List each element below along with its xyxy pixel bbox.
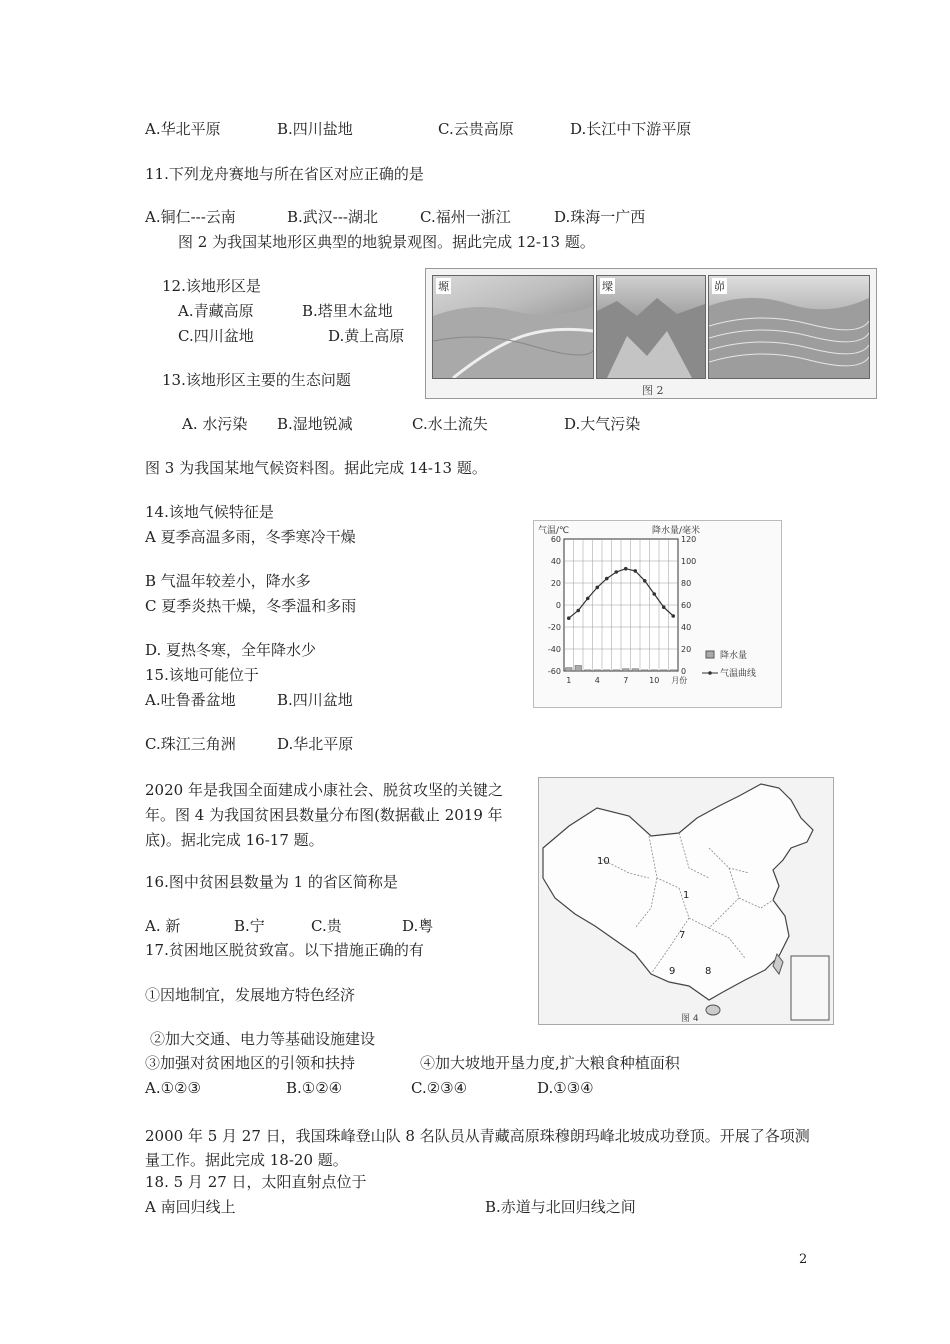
map-number-10: 10 — [597, 856, 610, 867]
map-number-7: 7 — [679, 930, 686, 941]
x-tick-label: 1 — [566, 676, 572, 685]
precip-bar — [613, 670, 620, 671]
left-tick-label: 0 — [555, 601, 561, 610]
figure-4-caption: 图 4 — [681, 1014, 699, 1024]
temperature-point — [567, 616, 571, 620]
temperature-point — [671, 614, 675, 618]
left-tick-label: 20 — [550, 579, 561, 588]
left-tick-label: -40 — [547, 645, 561, 654]
right-tick-label: 100 — [681, 557, 697, 566]
x-tick-label: 7 — [623, 676, 629, 685]
photo-2-label: 墚 — [602, 280, 613, 293]
photo-3-terrain — [709, 276, 869, 378]
q17-option-b: B.①②④ — [286, 1079, 343, 1097]
x-tick-label: 10 — [649, 676, 660, 685]
page-number: 2 — [799, 1252, 808, 1267]
fig2-intro: 图 2 为我国某地形区典型的地貌景观图。据此完成 12-13 题。 — [178, 233, 595, 251]
q10-option-c: C.云贵高原 — [438, 120, 514, 138]
q16-option-d: D.粤 — [402, 917, 434, 935]
q17-item-1: ①因地制宜，发展地方特色经济 — [145, 986, 356, 1004]
q16-option-c: C.贵 — [311, 917, 342, 935]
q12-option-a: A.青藏高原 — [178, 302, 254, 320]
precip-bar — [651, 670, 658, 671]
legend-bar-swatch — [706, 651, 714, 658]
q17-item-4: ④加大坡地开垦力度,扩大粮食种植面积 — [420, 1054, 680, 1072]
q16-option-b: B.宁 — [234, 917, 265, 935]
left-tick-label: 60 — [550, 535, 561, 544]
x-tick-label: 月份 — [671, 676, 688, 685]
q15-option-a: A.吐鲁番盆地 — [145, 691, 236, 709]
left-tick-label: -60 — [547, 667, 561, 676]
temperature-point — [576, 609, 580, 613]
map-number-8: 8 — [705, 966, 712, 977]
q13-option-c: C.水土流失 — [412, 415, 488, 433]
q13-option-a: A. 水污染 — [182, 415, 248, 433]
temperature-point — [662, 605, 666, 609]
precip-bar — [670, 670, 677, 671]
precip-bar — [566, 668, 573, 671]
precip-bar — [585, 670, 592, 671]
q14-stem: 14.该地气候特征是 — [145, 503, 274, 521]
map-number-1: 1 — [683, 890, 690, 901]
right-axis-title: 降水量/毫米 — [652, 526, 701, 536]
precip-bar — [632, 669, 639, 671]
left-axis-title: 气温/℃ — [538, 526, 570, 536]
q10-option-d: D.长江中下游平原 — [570, 120, 692, 138]
q12-option-d: D.黄上高原 — [328, 327, 405, 345]
q12-option-c: C.四川盆地 — [178, 327, 254, 345]
q17-stem: 17.贫困地区脱贫致富。以下措施正确的有 — [145, 941, 424, 959]
landscape-photo-2 — [596, 275, 706, 379]
q11-stem: 11.下列龙舟赛地与所在省区对应正确的是 — [145, 165, 424, 183]
photo-1-label: 塬 — [438, 280, 449, 293]
precip-bar — [604, 670, 611, 671]
q16-stem: 16.图中贫困县数量为 1 的省区简称是 — [145, 873, 398, 891]
temperature-point — [595, 586, 599, 590]
south-china-sea-inset — [791, 956, 829, 1020]
precip-bar — [642, 670, 649, 671]
temperature-point — [586, 597, 590, 601]
precip-bar — [575, 666, 582, 672]
q14-option-d: D. 夏热冬寒，全年降水少 — [145, 641, 317, 659]
precip-bar — [661, 670, 668, 671]
temperature-point — [633, 569, 637, 573]
q18-option-a: A 南回归线上 — [145, 1198, 236, 1216]
china-map-svg — [539, 778, 833, 1024]
q12-option-b: B.塔里木盆地 — [302, 302, 393, 320]
right-tick-label: 40 — [681, 623, 692, 632]
q12-stem: 12.该地形区是 — [162, 277, 261, 295]
q17-option-a: A.①②③ — [145, 1079, 201, 1097]
climate-chart-svg — [534, 521, 781, 707]
legend-temp-label: 气温曲线 — [720, 669, 757, 679]
photo-1-terrain — [433, 276, 593, 378]
q13-stem: 13.该地形区主要的生态问题 — [162, 371, 351, 389]
q15-option-b: B.四川盆地 — [277, 691, 353, 709]
temperature-point — [652, 592, 656, 596]
legend-precip-label: 降水量 — [720, 651, 748, 661]
temperature-point — [643, 579, 647, 583]
q13-option-b: B.湿地锐减 — [277, 415, 353, 433]
temperature-point — [624, 567, 628, 571]
fig4-intro: 2020 年是我国全面建成小康社会、脱贫攻坚的关键之年。图 4 为我国贫困县数量分布图(数据截止 2019 年底)。据北完成 16-17 题。 — [145, 781, 503, 849]
q18-option-b: B.赤道与北回归线之间 — [485, 1198, 636, 1216]
photo-3-label: 峁 — [714, 280, 725, 293]
figure-2 — [425, 268, 877, 399]
q17-item-2: ②加大交通、电力等基础设施建设 — [150, 1030, 376, 1048]
q16-option-a: A. 新 — [145, 917, 181, 935]
right-tick-label: 60 — [681, 601, 692, 610]
precip-bar — [594, 670, 601, 671]
temperature-point — [605, 577, 609, 581]
q11-option-a: A.铜仁---云南 — [145, 208, 236, 226]
landscape-photo-3 — [708, 275, 870, 379]
q11-option-d: D.珠海一广西 — [554, 208, 646, 226]
q15-stem: 15.该地可能位于 — [145, 666, 259, 684]
q17-option-c: C.②③④ — [411, 1079, 468, 1097]
left-tick-label: 40 — [550, 557, 561, 566]
china-outline — [543, 784, 813, 1000]
q11-option-b: B.武汉---湖北 — [287, 208, 378, 226]
q17-option-d: D.①③④ — [537, 1079, 594, 1097]
map-number-9: 9 — [669, 966, 676, 977]
q13-option-d: D.大气污染 — [564, 415, 641, 433]
q18-intro: 2000 年 5 月 27 日，我国珠峰登山队 8 名队员从青藏高原珠穆朗玛峰北坡成功登顶。开展了各项测量工作。据此完成 18-20 题。 — [145, 1127, 810, 1169]
climate-chart — [533, 520, 782, 708]
left-tick-label: -20 — [547, 623, 561, 632]
q14-option-c: C 夏季炎热干燥，冬季温和多雨 — [145, 597, 357, 615]
right-tick-label: 0 — [681, 667, 687, 676]
figure-4-map — [538, 777, 834, 1025]
fig3-intro: 图 3 为我国某地气候资料图。据此完成 14-13 题。 — [145, 459, 487, 477]
q15-option-c: C.珠江三角洲 — [145, 735, 236, 753]
landscape-photo-1 — [432, 275, 594, 379]
precip-bar — [623, 669, 630, 671]
hainan-island — [706, 1005, 720, 1015]
q14-option-b: B 气温年较差小，降水多 — [145, 572, 311, 590]
q17-item-3: ③加强对贫困地区的引领和扶持 — [145, 1054, 356, 1072]
q10-option-a: A.华北平原 — [145, 120, 221, 138]
figure-2-caption: 图 2 — [642, 384, 664, 397]
q15-option-d: D.华北平原 — [277, 735, 354, 753]
temperature-point — [614, 570, 618, 574]
q18-stem: 18. 5 月 27 日，太阳直射点位于 — [145, 1173, 367, 1191]
legend-line-dot — [708, 671, 712, 675]
q10-option-b: B.四川盐地 — [277, 120, 353, 138]
x-tick-label: 4 — [594, 676, 600, 685]
right-tick-label: 20 — [681, 645, 692, 654]
right-tick-label: 120 — [681, 535, 697, 544]
q11-option-c: C.福州一浙江 — [420, 208, 511, 226]
right-tick-label: 80 — [681, 579, 692, 588]
q14-option-a: A 夏季高温多雨，冬季寒冷干燥 — [145, 528, 356, 546]
